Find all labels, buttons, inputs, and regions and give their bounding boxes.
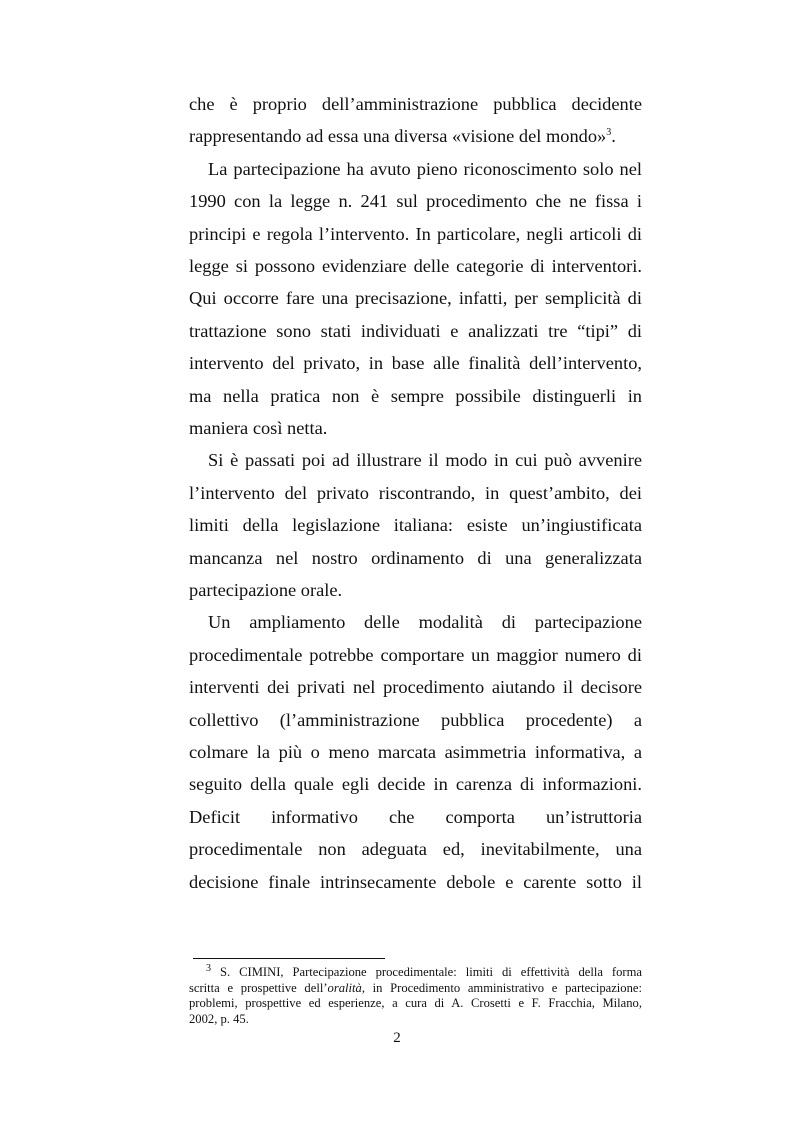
text-line bbox=[189, 185, 642, 217]
text-line-content: ma nella pratica non è sempre possibile distinguerli in bbox=[189, 385, 642, 406]
text-line bbox=[189, 509, 642, 541]
footnote-italic-text: oralità bbox=[327, 980, 362, 995]
text-line-content: mancanza nel nostro ordinamento di una generalizzata bbox=[189, 547, 642, 568]
text-line bbox=[189, 704, 642, 736]
text-line bbox=[189, 768, 642, 800]
text-line-content: che è proprio dell’amministrazione pubblica decidente bbox=[189, 94, 642, 114]
text-line-content: decisione finale intrinsecamente debole e carente sotto il bbox=[189, 871, 642, 892]
footnote-text: scritta e prospettive dell’ bbox=[189, 980, 328, 995]
text-line bbox=[189, 250, 642, 282]
text-line bbox=[189, 315, 642, 347]
text-line bbox=[189, 347, 642, 379]
text-line-content: principi e regola l’intervento. In particolare, negli articoli di bbox=[189, 223, 642, 244]
footnote-line bbox=[189, 962, 642, 981]
footnote-text: S. CIMINI, Partecipazione procedimentale: limiti di effettività della forma bbox=[219, 965, 642, 979]
punctuation: . bbox=[611, 126, 616, 147]
footnote-line bbox=[189, 981, 642, 997]
text-line-content: seguito della quale egli decide in carenza di informazioni. bbox=[189, 774, 642, 795]
footnote-text: , in Procedimento amministrativo e partecipazione: bbox=[361, 980, 642, 995]
text-line bbox=[189, 736, 642, 768]
text-line bbox=[189, 574, 642, 606]
text-line-content: collettivo (l’amministrazione pubblica procedente) a bbox=[189, 709, 642, 730]
text-line-content: rappresentando ad essa una diversa «visione del mondo» bbox=[189, 126, 607, 147]
text-line-content: interventi dei privati nel procedimento aiutando il decisore bbox=[189, 677, 642, 698]
text-line-content: trattazione sono stati individuati e analizzati tre “tipi” di bbox=[189, 320, 642, 341]
footnote-number: 3 bbox=[206, 962, 211, 974]
text-line bbox=[189, 444, 642, 476]
text-line bbox=[189, 153, 642, 185]
footnote-text: 2002, p. 45. bbox=[189, 1011, 249, 1026]
text-line-content: Qui occorre fare una precisazione, infatti, per semplicità di bbox=[189, 288, 642, 309]
text-line-content: legge si possono evidenziare delle categorie di interventori. bbox=[189, 256, 642, 276]
footnote-reference[interactable]: 3 bbox=[606, 127, 612, 139]
footnote-line bbox=[189, 1012, 642, 1028]
text-line bbox=[189, 606, 642, 638]
text-line-content: colmare la più o meno marcata asimmetria informativa, a bbox=[189, 742, 642, 762]
text-line bbox=[189, 477, 642, 509]
text-line-content: intervento del privato, in base alle finalità dell’intervento, bbox=[189, 353, 642, 374]
text-line bbox=[189, 833, 642, 865]
text-line-content: l’intervento del privato riscontrando, in quest’ambito, dei bbox=[189, 482, 642, 503]
text-line bbox=[189, 542, 642, 574]
text-line bbox=[189, 639, 642, 671]
text-line-content: La partecipazione ha avuto pieno riconoscimento solo nel bbox=[208, 158, 642, 179]
text-line bbox=[189, 282, 642, 314]
footnote-separator bbox=[193, 958, 385, 959]
text-line-content: maniera così netta. bbox=[189, 418, 328, 438]
text-line-content: procedimentale non adeguata ed, inevitabilmente, una bbox=[189, 839, 642, 860]
text-line bbox=[189, 866, 642, 898]
text-line-content: partecipazione orale. bbox=[189, 580, 343, 600]
text-line bbox=[189, 120, 642, 152]
footnote bbox=[189, 962, 642, 1027]
text-line bbox=[189, 380, 642, 412]
text-line-content: Deficit informativo che comporta un’istruttoria bbox=[189, 806, 642, 827]
footnote-text: problemi, prospettive ed esperienze, a cura di A. Crosetti e F. Fracchia, Milano, bbox=[189, 996, 642, 1010]
text-line bbox=[189, 671, 642, 703]
text-line-content: procedimentale potrebbe comportare un maggior numero di bbox=[189, 644, 642, 665]
page-number: 2 bbox=[393, 1030, 401, 1046]
text-line-content: Si è passati poi ad illustrare il modo in cui può avvenire bbox=[208, 450, 642, 471]
text-line-content: Un ampliamento delle modalità di partecipazione bbox=[208, 612, 642, 633]
text-line-content: limiti della legislazione italiana: esiste un’ingiustificata bbox=[189, 515, 642, 536]
text-line bbox=[189, 801, 642, 833]
text-line bbox=[189, 218, 642, 250]
text-line bbox=[189, 88, 642, 120]
text-line bbox=[189, 412, 642, 444]
text-line-content: 1990 con la legge n. 241 sul procedimento che ne fissa i bbox=[189, 191, 642, 212]
footnote-line bbox=[189, 996, 642, 1012]
